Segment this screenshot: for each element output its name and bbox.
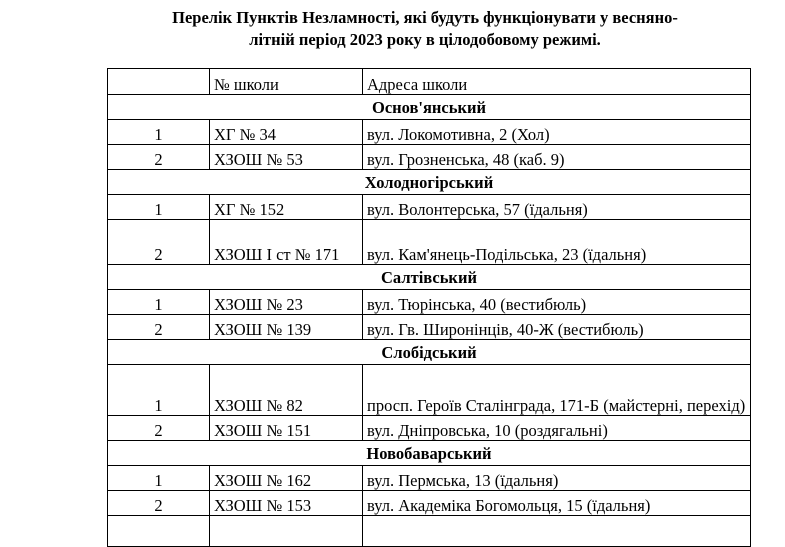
empty-cell <box>363 516 751 547</box>
district-row <box>108 340 751 365</box>
district-row <box>108 265 751 290</box>
row-number: 2 <box>108 315 210 340</box>
row-school: ХЗОШ № 153 <box>210 491 363 516</box>
table-row <box>108 290 751 315</box>
table-row <box>108 365 751 416</box>
row-address: вул. Дніпровська, 10 (роздягальні) <box>363 416 751 441</box>
row-address: вул. Академіка Богомольця, 15 (їдальня) <box>363 491 751 516</box>
district-name: Слобідський <box>108 340 751 365</box>
row-school: ХЗОШ № 151 <box>210 416 363 441</box>
district-row <box>108 95 751 120</box>
row-number: 2 <box>108 416 210 441</box>
row-school: ХЗОШ № 139 <box>210 315 363 340</box>
table-row <box>108 466 751 491</box>
table-row <box>108 145 751 170</box>
district-row <box>108 170 751 195</box>
empty-cell <box>108 516 210 547</box>
row-number: 1 <box>108 195 210 220</box>
header-row <box>108 69 751 95</box>
row-number: 2 <box>108 491 210 516</box>
table-row <box>108 491 751 516</box>
header-cell-address: Адреса школи <box>363 69 751 95</box>
row-address: вул. Тюрінська, 40 (вестибюль) <box>363 290 751 315</box>
row-address: вул. Кам'янець-Подільська, 23 (їдальня) <box>363 220 751 265</box>
title-line-1: Перелік Пунктів Незламності, які будуть функціонувати у весняно- <box>172 8 678 27</box>
row-address: вул. Волонтерська, 57 (їдальня) <box>363 195 751 220</box>
title-line-2: літній період 2023 року в цілодобовому режимі. <box>249 30 601 49</box>
table-row <box>108 120 751 145</box>
row-address: вул. Пермська, 13 (їдальня) <box>363 466 751 491</box>
row-address: вул. Гв. Широнінців, 40-Ж (вестибюль) <box>363 315 751 340</box>
row-address: просп. Героїв Сталінграда, 171-Б (майстерні, перехід) <box>363 365 751 416</box>
row-school: ХЗОШ № 53 <box>210 145 363 170</box>
district-row <box>108 441 751 466</box>
row-address: вул. Локомотивна, 2 (Хол) <box>363 120 751 145</box>
row-school: ХГ № 34 <box>210 120 363 145</box>
row-number: 2 <box>108 220 210 265</box>
row-number: 2 <box>108 145 210 170</box>
district-name: Салтівський <box>108 265 751 290</box>
table-row <box>108 416 751 441</box>
table-row-cut-off <box>108 516 751 547</box>
district-name: Новобаварський <box>108 441 751 466</box>
row-school: ХЗОШ № 162 <box>210 466 363 491</box>
row-number: 1 <box>108 466 210 491</box>
row-school: ХЗОШ № 82 <box>210 365 363 416</box>
resilience-points-table <box>107 68 751 547</box>
row-address: вул. Грозненська, 48 (каб. 9) <box>363 145 751 170</box>
header-cell-number <box>108 69 210 95</box>
district-name: Холодногірський <box>108 170 751 195</box>
row-number: 1 <box>108 120 210 145</box>
empty-cell <box>210 516 363 547</box>
row-number: 1 <box>108 365 210 416</box>
district-name: Основ'янський <box>108 95 751 120</box>
table-row <box>108 195 751 220</box>
row-school: ХЗОШ І ст № 171 <box>210 220 363 265</box>
row-school: ХГ № 152 <box>210 195 363 220</box>
row-school: ХЗОШ № 23 <box>210 290 363 315</box>
table-row <box>108 315 751 340</box>
row-number: 1 <box>108 290 210 315</box>
document-title <box>60 7 785 51</box>
header-cell-school: № школи <box>210 69 363 95</box>
table-row <box>108 220 751 265</box>
